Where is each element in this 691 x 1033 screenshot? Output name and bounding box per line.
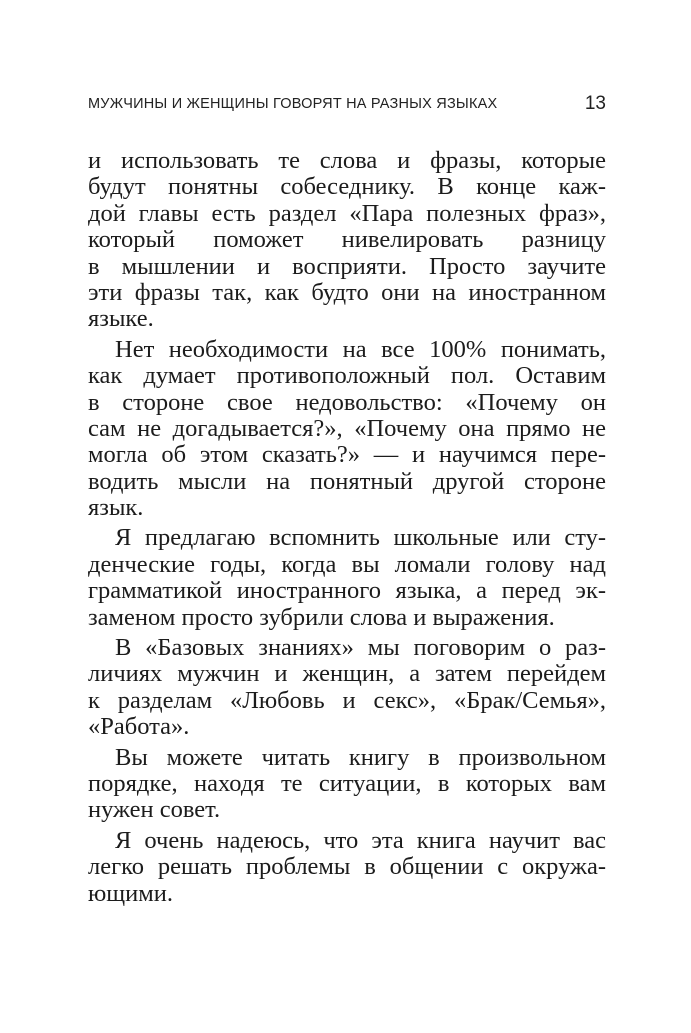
text-line: в стороне свое недовольство: «Почему он (88, 388, 606, 416)
paragraph (88, 337, 606, 522)
text-line: дой главы есть раздел «Пара полезных фраз», (88, 199, 606, 227)
text-line: Вы можете читать книгу в произвольном (115, 743, 606, 771)
text-line: как думает противоположный пол. Оставим (88, 362, 606, 390)
text-line: Нет необходимости на все 100% понимать, (115, 335, 606, 363)
text-line: в мышлении и восприяти. Просто заучите (88, 252, 606, 280)
paragraph (88, 745, 606, 824)
page-number: 13 (584, 93, 606, 114)
paragraph (88, 148, 606, 333)
text-line: личиях мужчин и женщин, а затем перейдем (88, 660, 606, 688)
text-line: В «Базовых знаниях» мы поговорим о раз- (115, 634, 606, 662)
text-line: Я предлагаю вспомнить школьные или сту- (115, 524, 606, 552)
paragraph (88, 635, 606, 741)
running-title: МУЖЧИНЫ И ЖЕНЩИНЫ ГОВОРЯТ НА РАЗНЫХ ЯЗЫКАХ (88, 96, 498, 112)
paragraph (88, 525, 606, 631)
text-line: и использовать те слова и фразы, которые (88, 147, 606, 174)
text-line: язык. (88, 494, 144, 522)
running-header (88, 93, 606, 117)
text-line: ющими. (88, 879, 174, 907)
body-text (88, 148, 606, 911)
text-line: который поможет нивелировать разницу (88, 226, 606, 254)
text-line: «Работа». (88, 713, 190, 741)
text-line: языке. (88, 305, 154, 333)
text-line: могла об этом сказать?» — и научимся пере- (88, 441, 606, 469)
text-line: порядке, находя те ситуации, в которых вам (88, 769, 606, 797)
text-line: легко решать проблемы в общении с окружа- (88, 853, 606, 881)
paragraph (88, 828, 606, 907)
text-line: грамматикой иностранного языка, а перед эк- (88, 577, 606, 605)
text-line: водить мысли на понятный другой стороне (88, 467, 606, 495)
text-line: заменом просто зубрили слова и выражения. (88, 603, 555, 631)
text-line: сам не догадывается?», «Почему она прямо не (88, 414, 606, 442)
text-line: к разделам «Любовь и секс», «Брак/Семья», (88, 686, 606, 714)
text-line: будут понятны собеседнику. В конце каж- (88, 173, 606, 201)
text-line: Я очень надеюсь, что эта книга научит вас (115, 826, 606, 854)
text-line: денческие годы, когда вы ломали голову над (88, 550, 606, 578)
text-line: нужен совет. (88, 796, 221, 824)
text-line: эти фразы так, как будто они на иностранном (88, 278, 606, 306)
